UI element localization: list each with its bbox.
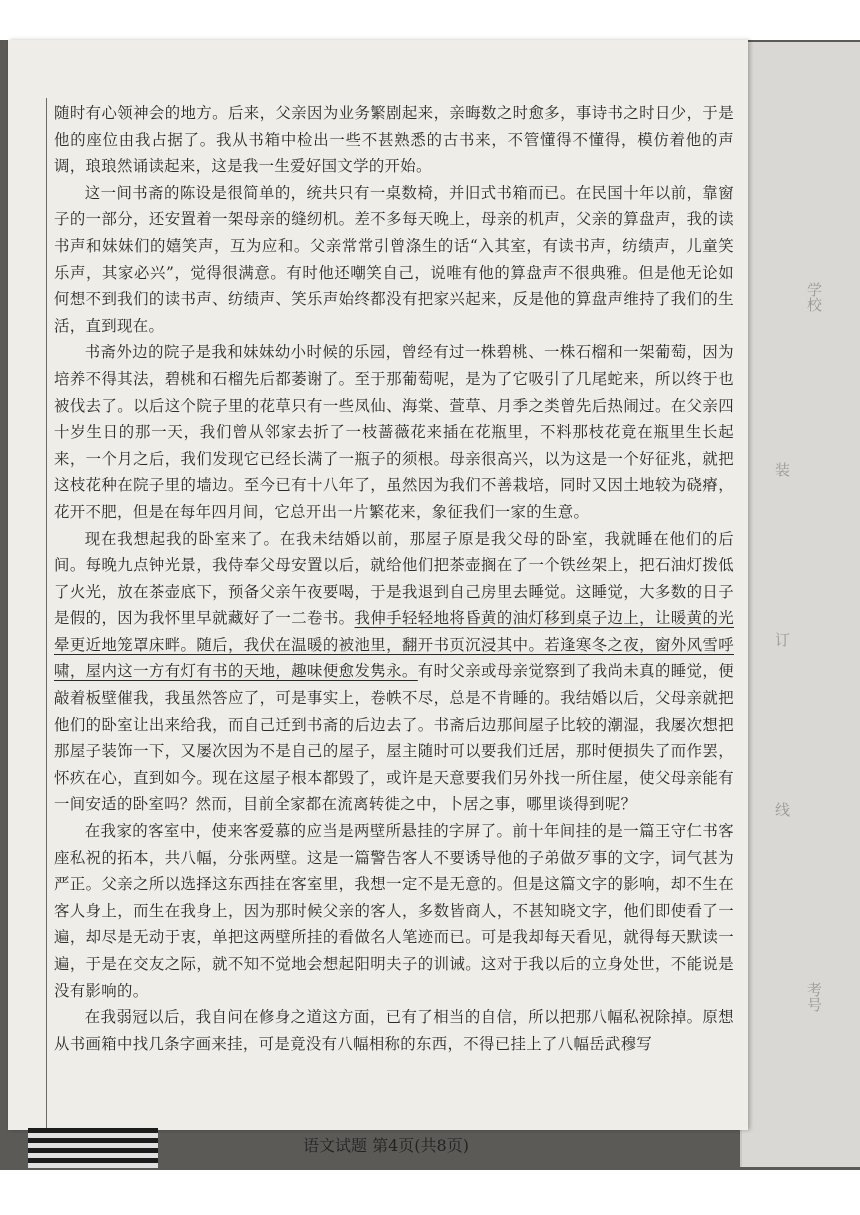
binding-label-zhuang: 装 bbox=[773, 462, 791, 477]
paragraph-4-start: 现在我想起我的卧室来了。在我未结婚以前，那屋子原是我父母的卧室，我就睡在他们的后间。每晚九点钟光景，我侍奉父母安置以后，就给他们把茶壶搁在了一个铁丝架上，把石油灯拨低了火光，放在茶壶底下，预备父亲午夜要喝，于是我退到自己房里去睡觉。这睡觉，大多数的日子是假的，因为我怀里早就藏好了一二卷书。 bbox=[54, 529, 734, 628]
page-footer: 语文试题 第4页(共8页) bbox=[303, 1136, 469, 1155]
paragraph-2: 这一间书斋的陈设是很简单的，统共只有一桌数椅，并旧式书箱而已。在民国十年以前，靠窗子的一部分，还安置着一架母亲的缝纫机。差不多每天晚上，母亲的机声，父亲的算盘声，我的读书声和妹妹们的嬉笑声，互为应和。父亲常常引曾涤生的话“入其室，有读书声，纺绩声，儿童笑乐声，其家必兴”，觉得很满意。有时他还嘲笑自己，说唯有他的算盘声不很典雅。但是他无论如何想不到我们的读书声、纺绩声、笑乐声始终都没有把家兴起来，反是他的算盘声维持了我们的生活，直到现在。 bbox=[54, 183, 734, 335]
binding-label-xian: 线 bbox=[773, 802, 791, 817]
paragraph-5: 在我家的客室中，使来客爱慕的应当是两壁所悬挂的字屏了。前十年间挂的是一篇王守仁书客座私祝的拓本，共八幅，分张两壁。这是一篇警告客人不要诱导他的子弟做歹事的文字，词气甚为严正。父亲之所以选择这东西挂在客室里，我想一定不是无意的。但是这篇文字的影响，却不生在客人身上，而生在我身上，因为那时候父亲的客人，多数皆商人，不甚知晓文字，他们即使看了一遍，却尽是无动于衷，单把这两壁所挂的看做名人笔迹而已。可是我却每天看见，就得每天默读一遍，于是在交友之际，就不知不觉地会想起阳明夫子的训诫。这对于我以后的立身处世，不能说是没有影响的。 bbox=[54, 822, 734, 1000]
paragraph-1: 随时有心领神会的地方。后来，父亲因为业务繁剧起来，亲晦数之时愈多，事诗书之时日少，于是他的座位由我占据了。我从书箱中检出一些不甚熟悉的古书来，不管懂得不懂得，模仿着他的声调，琅琅然诵读起来，这是我一生爱好国文学的开始。 bbox=[54, 104, 734, 176]
stripe-pattern bbox=[28, 1128, 158, 1168]
page-content bbox=[54, 100, 734, 1057]
paragraph-4 bbox=[54, 526, 734, 819]
binding-label-school: 学校 bbox=[805, 282, 823, 312]
exam-page bbox=[8, 40, 748, 1155]
binding-label-exam-no: 考号 bbox=[805, 982, 823, 1012]
paragraph-3: 书斋外边的院子是我和妹妹幼小时候的乐园，曾经有过一株碧桃、一株石榴和一架葡萄，因为培养不得其法，碧桃和石榴先后都萎谢了。至于那葡萄呢，是为了它吸引了几尾蛇来，所以终于也被伐去了。以后这个院子里的花草只有一些凤仙、海棠、萱草、月季之类曾先后热闹过。在父亲四十岁生日的那一天，我们曾从邻家去折了一枝蔷薇花来插在花瓶里，不料那枝花竟在瓶里生长起来，一个月之后，我们发现它已经长满了一瓶子的须根。母亲很高兴，以为这是一个好征兆，就把这枝花种在院子里的墙边。至今已有十八年了，虽然因为我们不善栽培，同时又因土地较为硗瘠，花开不肥，但是在每年四月间，它总开出一片繁花来，象征我们一家的生意。 bbox=[54, 343, 734, 521]
binding-label-ding: 订 bbox=[773, 632, 791, 647]
margin-line bbox=[46, 98, 47, 1138]
adjacent-sheet bbox=[740, 42, 860, 1167]
paragraph-6: 在我弱冠以后，我自问在修身之道这方面，已有了相当的自信，所以把那八幅私祝除掉。原想从书画箱中找几条字画来挂，可是竟没有八幅相称的东西，不得已挂上了八幅岳武穆写 bbox=[54, 1008, 734, 1053]
paragraph-4-end: 有时父亲或母亲觉察到了我尚未真的睡觉，便敲着板壁催我，我虽然答应了，可是事实上，卷帙不尽，总是不肯睡的。我结婚以后，父母亲就把他们的卧室让出来给我，而自己迁到书斋的后边去了。书斋后边那间屋子比较的潮湿，我屡次想把那屋子装饰一下，又屡次因为不是自己的屋子，屋主随时可以要我们迁居，那时便损失了而作罢，怀疚在心，直到如今。现在这屋子根本都毁了，或许是天意要我们另外找一所住屋，使父母亲能有一间安适的卧室吗？然而，目前全家都在流离转徙之中，卜居之事，哪里谈得到呢？ bbox=[54, 662, 734, 814]
underlined-sentence: 我伸手轻轻地将昏黄的油灯移到桌子边上，让暖黄的光晕更近地笼罩床畔。随后，我伏在温暖的被池里，翻开书页沉浸其中。若逢寒冬之夜，窗外风雪呼啸，屋内这一方有灯有书的天地，趣味便愈发隽永。 bbox=[54, 609, 734, 681]
